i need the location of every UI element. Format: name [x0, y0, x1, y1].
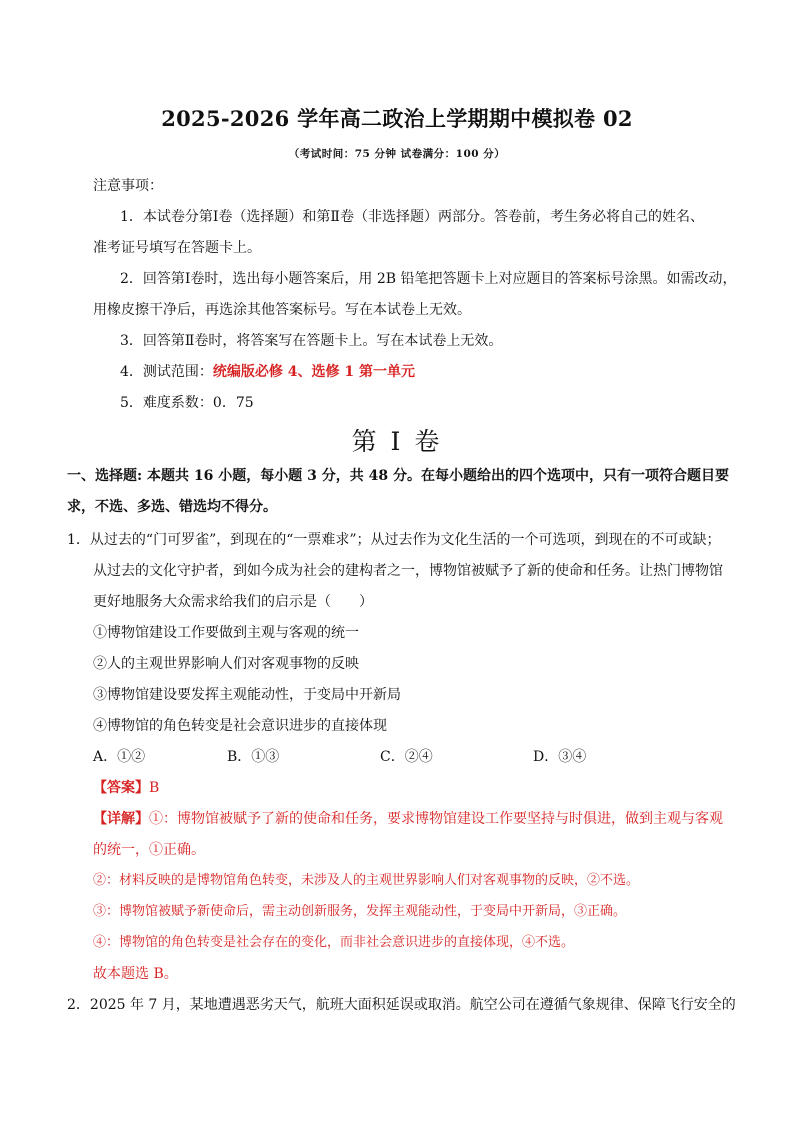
- q1-item-3: ③博物馆建设要发挥主观能动性，于变局中开新局: [93, 687, 401, 703]
- q1-option-a: A．①②: [93, 749, 146, 765]
- section-title: 第 I 卷: [351, 427, 443, 456]
- note-4: [120, 363, 415, 381]
- exam-info: （考试时间：75 分钟 试卷满分：100 分）: [288, 148, 506, 160]
- q1-option-d: D．③④: [533, 749, 587, 765]
- q1-detail-line-2: 的统一，①正确。: [93, 842, 205, 858]
- q1-answer: [93, 779, 159, 797]
- notes-heading: 注意事项：: [93, 178, 163, 194]
- note-1-line-1: 1．本试卷分第Ⅰ卷（选择题）和第Ⅱ卷（非选择题）两部分。答卷前，考生务必将自己的姓名、: [120, 209, 704, 225]
- part1-four: 四个: [519, 468, 547, 484]
- part1-instruction-text: : 本题共 16 小题，每小题 3 分，共 48 分。在每小题给出的: [137, 468, 519, 484]
- part1-instruction-tail: 选项中，只有一项符合题目要: [547, 468, 729, 484]
- note-2-line-1: 2．回答第Ⅰ卷时，选出每小题答案后，用 2B 铅笔把答题卡上对应题目的答案标号涂黑。如需改动，: [120, 271, 737, 287]
- detail-text-1: ①：博物馆被赋予了新的使命和任务，要求博物馆建设工作要坚持与时俱进，做到主观与客观: [149, 811, 723, 827]
- q1-detail-3: ③：博物馆被赋予新使命后，需主动创新服务，发挥主观能动性，于变局中开新局，③正确。: [93, 904, 627, 919]
- part1-heading: 一、选择题: [67, 468, 137, 484]
- q1-detail-4: ④：博物馆的角色转变是社会存在的变化，而非社会意识进步的直接体现，④不选。: [93, 935, 575, 950]
- q1-option-c: C．②④: [380, 749, 433, 765]
- note-5: 5．难度系数：0．75: [120, 395, 254, 411]
- note-3: 3．回答第Ⅱ卷时，将答案写在答题卡上。写在本试卷上无效。: [120, 333, 503, 349]
- page-title: 2025-2026 学年高二政治上学期期中模拟卷 02: [161, 106, 633, 131]
- q1-stem-line-2: 从过去的文化守护者，到如今成为社会的建构者之一，博物馆被赋予了新的使命和任务。让热门博物馆: [93, 563, 723, 579]
- note-4-label: 4．测试范围：: [120, 364, 213, 380]
- part1-instruction-line-1: [67, 467, 729, 485]
- q1-stem-line-3: 更好地服务大众需求给我们的启示是（ ）: [93, 594, 373, 610]
- note-1-line-2: 准考证号填写在答题卡上。: [93, 240, 261, 256]
- q1-item-1: ①博物馆建设工作要做到主观与客观的统一: [93, 625, 359, 641]
- detail-tag: 【详解】: [93, 811, 149, 827]
- test-scope: 统编版必修 4、选修 1 第一单元: [212, 364, 416, 380]
- q1-detail-line-1: [93, 810, 723, 828]
- q2-stem-line-1: 2．2025 年 7 月，某地遭遇恶劣天气，航班大面积延误或取消。航空公司在遵循气象规律、保障飞行安全的: [67, 997, 736, 1013]
- q1-detail-2: ②：材料反映的是博物馆角色转变，未涉及人的主观世界影响人们对客观事物的反映，②不选。: [93, 873, 640, 888]
- note-2-line-2: 用橡皮擦干净后，再选涂其他答案标号。写在本试卷上无效。: [93, 302, 471, 318]
- q1-option-b: B．①③: [227, 749, 280, 765]
- q1-conclusion: 故本题选 B。: [93, 966, 178, 982]
- q1-stem-line-1: 1．从过去的“门可罗雀”，到现在的“一票难求”；从过去作为文化生活的一个可选项，到现在的不可或缺；: [67, 532, 721, 548]
- q1-item-2: ②人的主观世界影响人们对客观事物的反映: [93, 656, 359, 672]
- part1-instruction-line-2: 求，不选、多选、错选均不得分。: [67, 499, 277, 515]
- q1-item-4: ④博物馆的角色转变是社会意识进步的直接体现: [93, 718, 387, 734]
- answer-tag: 【答案】: [93, 780, 149, 796]
- answer-value: B: [149, 780, 160, 796]
